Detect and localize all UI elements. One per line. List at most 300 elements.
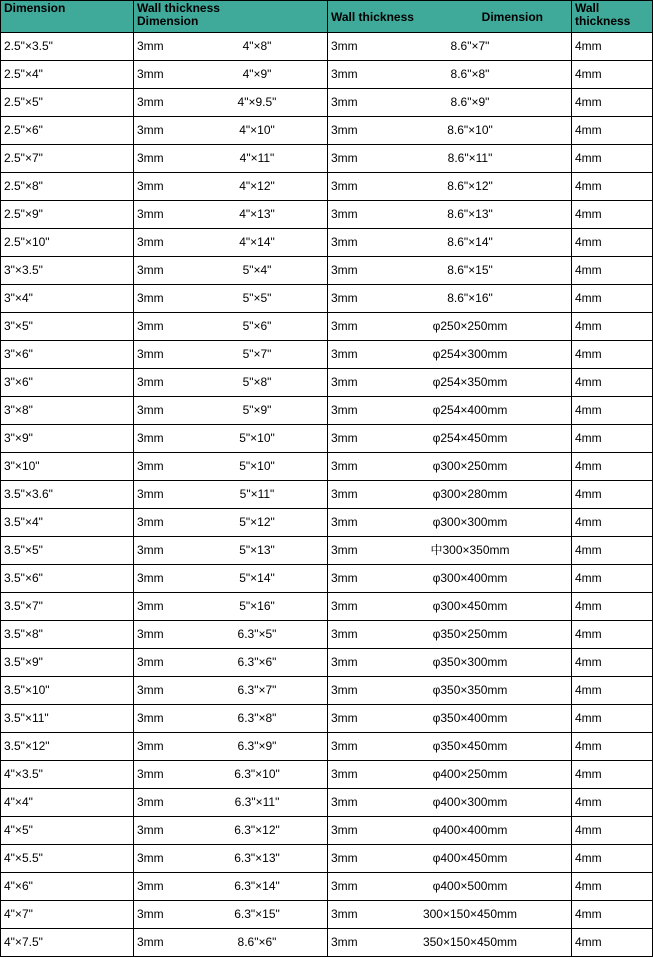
dimension-1: 3"×6"	[4, 375, 33, 389]
header-row	[1, 1, 653, 33]
dimension-cell	[1, 369, 134, 397]
wall-thickness-1: 3mm	[137, 543, 164, 557]
wall-thickness-2: 3mm	[331, 627, 358, 641]
table-row	[1, 705, 653, 733]
wall-dimension-cell	[134, 845, 328, 873]
wall-thickness-2: 3mm	[331, 347, 358, 361]
dimension-3: φ254×400mm	[432, 403, 508, 417]
table-row	[1, 677, 653, 705]
wall-thickness-cell	[572, 677, 653, 705]
dimension-2: 4"×8"	[242, 39, 272, 53]
table-row	[1, 845, 653, 873]
dimension-2: 5"×10"	[239, 459, 275, 473]
dimension-cell	[1, 173, 134, 201]
dimension-2: 6.3"×8"	[237, 711, 277, 725]
wall-dimension-cell-2	[328, 873, 572, 901]
wall-dimension-cell-2	[328, 929, 572, 957]
dimension-1: 3.5"×7"	[4, 599, 43, 613]
wall-thickness-2: 3mm	[331, 655, 358, 669]
wall-dimension-cell-2	[328, 257, 572, 285]
wall-dimension-cell	[134, 901, 328, 929]
wall-thickness-1: 3mm	[137, 571, 164, 585]
wall-dimension-cell	[134, 677, 328, 705]
wall-thickness-cell	[572, 369, 653, 397]
wall-thickness-2: 3mm	[331, 907, 358, 921]
dimension-3: φ300×400mm	[432, 571, 508, 585]
wall-thickness-1: 3mm	[137, 823, 164, 837]
dimension-1: 2.5"×3.5"	[4, 39, 53, 53]
table-row	[1, 649, 653, 677]
wall-thickness-1: 3mm	[137, 235, 164, 249]
wall-thickness-2: 3mm	[331, 683, 358, 697]
dimension-2: 6.3"×13"	[234, 851, 280, 865]
wall-dimension-cell-2	[328, 33, 572, 61]
wall-thickness-2: 3mm	[331, 459, 358, 473]
wall-thickness-cell	[572, 593, 653, 621]
dimension-2: 6.3"×12"	[234, 823, 280, 837]
wall-thickness-3: 4mm	[575, 795, 602, 809]
table-row	[1, 145, 653, 173]
dimension-2: 4"×9"	[242, 67, 272, 81]
dimension-1: 2.5"×9"	[4, 207, 43, 221]
wall-dimension-cell-2	[328, 789, 572, 817]
dimension-2: 6.3"×11"	[234, 795, 280, 809]
wall-thickness-3: 4mm	[575, 767, 602, 781]
wall-thickness-1: 3mm	[137, 67, 164, 81]
wall-thickness-2: 3mm	[331, 67, 358, 81]
wall-thickness-cell	[572, 901, 653, 929]
wall-thickness-3: 4mm	[575, 543, 602, 557]
dimension-cell	[1, 509, 134, 537]
wall-thickness-cell	[572, 929, 653, 957]
wall-thickness-2: 3mm	[331, 571, 358, 585]
dimension-cell	[1, 929, 134, 957]
wall-dimension-cell-2	[328, 61, 572, 89]
dimension-1: 3.5"×3.6"	[4, 487, 53, 501]
wall-thickness-2: 3mm	[331, 935, 358, 949]
wall-thickness-2: 3mm	[331, 179, 358, 193]
wall-dimension-cell	[134, 257, 328, 285]
dimension-2: 5"×13"	[239, 543, 275, 557]
dimension-3: 8.6"×12"	[447, 179, 493, 193]
wall-thickness-2: 3mm	[331, 599, 358, 613]
table-row	[1, 173, 653, 201]
wall-dimension-cell	[134, 229, 328, 257]
dimension-cell	[1, 593, 134, 621]
dimension-2: 6.3"×7"	[237, 683, 277, 697]
dimension-2: 4"×11"	[239, 151, 275, 165]
wall-thickness-3: 4mm	[575, 571, 602, 585]
wall-dimension-cell-2	[328, 89, 572, 117]
dimension-1: 3"×6"	[4, 347, 33, 361]
dimension-cell	[1, 425, 134, 453]
wall-thickness-1: 3mm	[137, 179, 164, 193]
dimension-2: 6.3"×9"	[237, 739, 277, 753]
dimension-3: 8.6"×16"	[447, 291, 493, 305]
dimension-3: 300×150×450mm	[422, 907, 518, 921]
wall-dimension-cell	[134, 425, 328, 453]
dimension-2: 5"×12"	[239, 515, 275, 529]
dimension-2: 5"×9"	[242, 403, 272, 417]
header-wall-thickness-dimension-2	[328, 1, 572, 33]
table-row	[1, 761, 653, 789]
wall-dimension-cell-2	[328, 901, 572, 929]
header-wall-thickness-3	[572, 1, 653, 33]
dimension-3: φ300×450mm	[432, 599, 508, 613]
table-row	[1, 89, 653, 117]
wall-dimension-cell-2	[328, 537, 572, 565]
dimension-3: φ350×250mm	[432, 627, 508, 641]
wall-thickness-3: 4mm	[575, 67, 602, 81]
wall-dimension-cell-2	[328, 285, 572, 313]
wall-thickness-3: 4mm	[575, 515, 602, 529]
wall-thickness-1: 3mm	[137, 683, 164, 697]
dimension-cell	[1, 201, 134, 229]
dimension-cell	[1, 761, 134, 789]
wall-thickness-cell	[572, 817, 653, 845]
wall-dimension-cell	[134, 397, 328, 425]
dimension-2: 6.3"×5"	[237, 627, 277, 641]
wall-dimension-cell-2	[328, 481, 572, 509]
wall-dimension-cell	[134, 537, 328, 565]
table-row	[1, 33, 653, 61]
dimension-1: 3"×8"	[4, 403, 33, 417]
dimension-cell	[1, 33, 134, 61]
wall-thickness-3: 4mm	[575, 375, 602, 389]
dimension-2: 4"×14"	[239, 235, 275, 249]
wall-dimension-cell-2	[328, 173, 572, 201]
wall-dimension-cell	[134, 593, 328, 621]
dimension-3: 8.6"×9"	[450, 95, 490, 109]
header-dimension-label: Dimension	[4, 1, 66, 15]
wall-thickness-3: 4mm	[575, 655, 602, 669]
wall-dimension-cell	[134, 733, 328, 761]
table-row	[1, 341, 653, 369]
dimension-2: 4"×10"	[239, 123, 275, 137]
wall-dimension-cell-2	[328, 705, 572, 733]
wall-thickness-3: 4mm	[575, 151, 602, 165]
header-dimension-2-label: Dimension	[137, 14, 199, 28]
wall-thickness-1: 3mm	[137, 739, 164, 753]
table-row	[1, 61, 653, 89]
wall-thickness-3: 4mm	[575, 291, 602, 305]
wall-dimension-cell	[134, 761, 328, 789]
dimension-1: 3"×10"	[4, 459, 40, 473]
wall-thickness-3: 4mm	[575, 263, 602, 277]
dimension-2: 6.3"×10"	[234, 767, 280, 781]
dimension-1: 4"×6"	[4, 879, 33, 893]
wall-thickness-3: 4mm	[575, 935, 602, 949]
dimension-cell	[1, 621, 134, 649]
wall-thickness-2: 3mm	[331, 711, 358, 725]
wall-dimension-cell	[134, 621, 328, 649]
dimension-3: φ350×400mm	[432, 711, 508, 725]
dimension-1: 4"×7"	[4, 907, 33, 921]
wall-thickness-cell	[572, 173, 653, 201]
wall-thickness-cell	[572, 257, 653, 285]
table-row	[1, 733, 653, 761]
wall-thickness-2: 3mm	[331, 263, 358, 277]
table-row	[1, 369, 653, 397]
dimension-3: φ400×500mm	[432, 879, 508, 893]
dimension-1: 4"×7.5"	[4, 935, 43, 949]
header-wall-thickness-label: Wall thickness	[137, 1, 220, 15]
wall-dimension-cell-2	[328, 621, 572, 649]
wall-thickness-2: 3mm	[331, 403, 358, 417]
dimension-cell	[1, 117, 134, 145]
wall-thickness-1: 3mm	[137, 403, 164, 417]
wall-thickness-cell	[572, 845, 653, 873]
table-row	[1, 929, 653, 957]
dimension-1: 2.5"×10"	[4, 235, 50, 249]
wall-thickness-cell	[572, 509, 653, 537]
wall-dimension-cell	[134, 201, 328, 229]
dimension-3: φ400×300mm	[432, 795, 508, 809]
dimension-1: 4"×5"	[4, 823, 33, 837]
dimension-1: 2.5"×4"	[4, 67, 43, 81]
wall-thickness-3: 4mm	[575, 403, 602, 417]
wall-thickness-1: 3mm	[137, 851, 164, 865]
dimension-1: 3"×5"	[4, 319, 33, 333]
wall-thickness-cell	[572, 201, 653, 229]
table-row	[1, 201, 653, 229]
wall-thickness-cell	[572, 145, 653, 173]
wall-thickness-1: 3mm	[137, 487, 164, 501]
dimension-3: 中300×350mm	[430, 543, 510, 557]
dimension-3: 8.6"×7"	[450, 39, 490, 53]
wall-dimension-cell-2	[328, 425, 572, 453]
table-row	[1, 509, 653, 537]
dimension-1: 3.5"×10"	[4, 683, 50, 697]
wall-thickness-1: 3mm	[137, 907, 164, 921]
wall-thickness-cell	[572, 313, 653, 341]
wall-thickness-1: 3mm	[137, 123, 164, 137]
dimension-3: φ254×450mm	[432, 431, 508, 445]
wall-thickness-2: 3mm	[331, 767, 358, 781]
wall-thickness-3: 4mm	[575, 123, 602, 137]
dimension-3: φ300×280mm	[432, 487, 508, 501]
dimension-1: 4"×4"	[4, 795, 33, 809]
wall-thickness-2: 3mm	[331, 319, 358, 333]
wall-thickness-1: 3mm	[137, 39, 164, 53]
dimension-cell	[1, 817, 134, 845]
wall-thickness-2: 3mm	[331, 291, 358, 305]
table-row	[1, 117, 653, 145]
wall-thickness-2: 3mm	[331, 375, 358, 389]
wall-thickness-2: 3mm	[331, 95, 358, 109]
header-wall-thickness-2-label: Wall thickness	[331, 9, 414, 24]
wall-dimension-cell	[134, 117, 328, 145]
wall-dimension-cell-2	[328, 313, 572, 341]
dimension-3: 8.6"×14"	[447, 235, 493, 249]
table-row	[1, 593, 653, 621]
wall-thickness-3: 4mm	[575, 95, 602, 109]
wall-thickness-2: 3mm	[331, 123, 358, 137]
dimension-1: 2.5"×6"	[4, 123, 43, 137]
wall-thickness-1: 3mm	[137, 263, 164, 277]
wall-thickness-cell	[572, 537, 653, 565]
wall-thickness-cell	[572, 621, 653, 649]
dimension-3: 8.6"×11"	[447, 151, 493, 165]
wall-thickness-3: 4mm	[575, 347, 602, 361]
wall-dimension-cell	[134, 33, 328, 61]
wall-thickness-2: 3mm	[331, 823, 358, 837]
wall-dimension-cell-2	[328, 341, 572, 369]
wall-dimension-cell	[134, 341, 328, 369]
wall-dimension-cell-2	[328, 593, 572, 621]
wall-thickness-3: 4mm	[575, 319, 602, 333]
dimension-2: 6.3"×6"	[237, 655, 277, 669]
wall-thickness-1: 3mm	[137, 655, 164, 669]
wall-thickness-3: 4mm	[575, 711, 602, 725]
wall-dimension-cell	[134, 453, 328, 481]
dimension-1: 4"×5.5"	[4, 851, 43, 865]
wall-thickness-1: 3mm	[137, 767, 164, 781]
wall-dimension-cell-2	[328, 509, 572, 537]
table-row	[1, 285, 653, 313]
dimension-3: φ400×450mm	[432, 851, 508, 865]
wall-thickness-1: 3mm	[137, 347, 164, 361]
wall-thickness-3: 4mm	[575, 851, 602, 865]
header-thickness-label: thickness	[575, 14, 631, 28]
wall-thickness-3: 4mm	[575, 879, 602, 893]
header-dimension-3-label: Dimension	[481, 9, 543, 24]
wall-thickness-cell	[572, 705, 653, 733]
dimension-2: 5"×8"	[242, 375, 272, 389]
dimension-2: 5"×14"	[239, 571, 275, 585]
wall-thickness-cell	[572, 453, 653, 481]
wall-thickness-cell	[572, 89, 653, 117]
wall-dimension-cell-2	[328, 201, 572, 229]
header-wall-label: Wall	[575, 1, 600, 15]
dimension-1: 4"×3.5"	[4, 767, 43, 781]
dimension-cell	[1, 845, 134, 873]
wall-thickness-2: 3mm	[331, 207, 358, 221]
dimension-1: 3"×9"	[4, 431, 33, 445]
wall-dimension-cell-2	[328, 397, 572, 425]
dimension-cell	[1, 481, 134, 509]
wall-dimension-cell	[134, 817, 328, 845]
table-row	[1, 481, 653, 509]
wall-thickness-cell	[572, 285, 653, 313]
wall-dimension-cell-2	[328, 117, 572, 145]
wall-thickness-2: 3mm	[331, 515, 358, 529]
wall-dimension-cell-2	[328, 845, 572, 873]
wall-thickness-cell	[572, 789, 653, 817]
dimension-3: φ350×300mm	[432, 655, 508, 669]
dimension-2: 6.3"×15"	[234, 907, 280, 921]
wall-thickness-cell	[572, 117, 653, 145]
dimension-cell	[1, 285, 134, 313]
table-row	[1, 621, 653, 649]
dimension-cell	[1, 257, 134, 285]
dimension-1: 3"×3.5"	[4, 263, 43, 277]
dimension-3: φ300×300mm	[432, 515, 508, 529]
wall-dimension-cell	[134, 789, 328, 817]
wall-thickness-2: 3mm	[331, 235, 358, 249]
wall-thickness-cell	[572, 397, 653, 425]
dimension-cell	[1, 341, 134, 369]
dimension-cell	[1, 145, 134, 173]
wall-thickness-2: 3mm	[331, 151, 358, 165]
dimension-1: 3.5"×4"	[4, 515, 43, 529]
dimension-3: 8.6"×15"	[447, 263, 493, 277]
wall-thickness-1: 3mm	[137, 459, 164, 473]
dimension-cell	[1, 565, 134, 593]
wall-thickness-1: 3mm	[137, 711, 164, 725]
wall-thickness-cell	[572, 341, 653, 369]
wall-dimension-cell	[134, 481, 328, 509]
wall-dimension-cell	[134, 509, 328, 537]
header-dimension	[1, 1, 134, 33]
dimension-1: 2.5"×5"	[4, 95, 43, 109]
wall-dimension-cell-2	[328, 453, 572, 481]
dimension-2: 5"×4"	[242, 263, 272, 277]
wall-thickness-cell	[572, 761, 653, 789]
dimension-1: 3.5"×11"	[4, 711, 49, 725]
wall-thickness-3: 4mm	[575, 235, 602, 249]
dimension-3: 350×150×450mm	[422, 935, 518, 949]
dimension-3: 8.6"×13"	[447, 207, 493, 221]
wall-thickness-1: 3mm	[137, 291, 164, 305]
table-row	[1, 873, 653, 901]
wall-thickness-1: 3mm	[137, 879, 164, 893]
wall-thickness-1: 3mm	[137, 935, 164, 949]
dimension-cell	[1, 313, 134, 341]
wall-dimension-cell	[134, 285, 328, 313]
dimension-3: 8.6"×10"	[447, 123, 493, 137]
wall-thickness-cell	[572, 481, 653, 509]
wall-dimension-cell	[134, 61, 328, 89]
dimension-2: 4"×12"	[239, 179, 275, 193]
wall-thickness-3: 4mm	[575, 431, 602, 445]
wall-dimension-cell	[134, 313, 328, 341]
table-row	[1, 313, 653, 341]
wall-thickness-1: 3mm	[137, 375, 164, 389]
wall-dimension-cell	[134, 369, 328, 397]
wall-thickness-cell	[572, 733, 653, 761]
wall-thickness-2: 3mm	[331, 487, 358, 501]
wall-thickness-cell	[572, 229, 653, 257]
dimension-1: 2.5"×8"	[4, 179, 43, 193]
wall-thickness-2: 3mm	[331, 795, 358, 809]
dimension-2: 5"×5"	[242, 291, 272, 305]
wall-dimension-cell-2	[328, 761, 572, 789]
table-row	[1, 817, 653, 845]
wall-thickness-1: 3mm	[137, 431, 164, 445]
wall-thickness-3: 4mm	[575, 739, 602, 753]
wall-dimension-cell-2	[328, 145, 572, 173]
wall-thickness-1: 3mm	[137, 599, 164, 613]
dimension-3: φ400×250mm	[432, 767, 508, 781]
wall-thickness-1: 3mm	[137, 151, 164, 165]
wall-thickness-3: 4mm	[575, 179, 602, 193]
wall-thickness-cell	[572, 873, 653, 901]
wall-thickness-1: 3mm	[137, 207, 164, 221]
dimension-1: 3.5"×9"	[4, 655, 43, 669]
dimension-cell	[1, 397, 134, 425]
wall-dimension-cell-2	[328, 817, 572, 845]
wall-dimension-cell-2	[328, 369, 572, 397]
wall-dimension-cell	[134, 565, 328, 593]
wall-thickness-2: 3mm	[331, 39, 358, 53]
dimension-1: 3.5"×12"	[4, 739, 50, 753]
wall-thickness-2: 3mm	[331, 879, 358, 893]
wall-dimension-cell	[134, 89, 328, 117]
wall-dimension-cell-2	[328, 229, 572, 257]
wall-thickness-3: 4mm	[575, 487, 602, 501]
dimension-cell	[1, 677, 134, 705]
